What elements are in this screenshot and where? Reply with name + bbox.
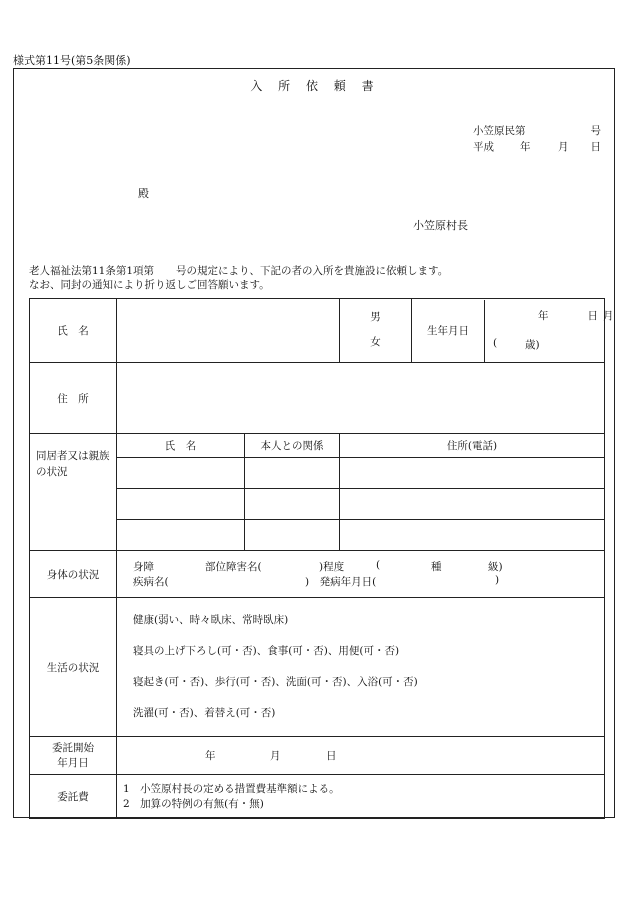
physical-field[interactable] [117,551,605,598]
cohabitant-relation-field[interactable] [245,458,340,489]
doc-number-prefix: 小笠原民第 [473,125,526,137]
document-date [473,139,601,154]
doc-number-suffix: 号 [590,125,601,137]
date-year: 年 [520,141,531,153]
physical-disability: 身障 [133,561,154,573]
age-close: 歳) [525,338,540,351]
cohabitant-relation-field[interactable] [245,520,340,551]
life-line: 洗濯(可・否)、着替え(可・否) [133,707,276,719]
cohabitant-address-field[interactable] [340,489,605,520]
cohabitant-header-row [30,434,605,458]
birth-year: 年 [538,309,549,322]
physical-degree: )程度 [319,561,345,573]
name-field[interactable] [117,299,340,363]
fee-row [30,775,605,819]
address-field[interactable] [117,363,605,434]
physical-grade-close: 級) [488,561,503,573]
fee-field[interactable] [117,775,605,819]
life-field[interactable] [117,598,605,737]
cohabitant-header-name: 氏 名 [117,434,245,458]
fee-line: 1 小笠原村長の定める措置費基準額による。 [123,782,340,795]
addressee-suffix: 殿 [138,187,149,200]
physical-label: 身体の状況 [30,551,117,598]
date-era: 平成 [473,141,494,153]
physical-disease: 疾病名( [133,576,169,588]
consign-day: 日 [326,750,337,762]
form-number: 様式第11号(第5条関係) [13,54,131,67]
birth-day: 日 [587,309,599,322]
application-table [29,298,614,819]
cohabitant-row [30,458,605,489]
intro-line-2: なお、同封の通知により折り返しご回答願います。 [29,279,270,291]
page-title: 入 所 依 頼 書 [250,79,380,93]
birth-label: 生年月日 [412,300,485,362]
sender-name: 小笠原村長 [413,219,468,232]
birth-date-field[interactable] [485,300,614,362]
consign-year: 年 [205,750,216,762]
document-number [473,123,601,138]
fee-line: 2 加算の特例の有無(有・無) [123,797,264,810]
cohabitant-name-field[interactable] [117,458,245,489]
consign-start-label-2: 年月日 [57,756,89,769]
physical-part-name: 部位障害名( [205,561,262,573]
physical-row [30,551,605,598]
cohabitant-row [30,520,605,551]
consign-start-label-1: 委託開始 [52,741,94,754]
name-label: 氏 名 [30,299,117,363]
consign-start-field[interactable] [117,737,605,775]
cohabitant-header-address: 住所(電話) [340,434,605,458]
date-day: 日 [590,141,601,153]
intro-line-1-b: 号の規定により、下記の者の入所を貴施設に依頼します。 [176,265,449,277]
gender-female: 女 [370,336,381,348]
life-label: 生活の状況 [30,598,117,737]
name-row [30,299,605,363]
cohabitant-row [30,489,605,520]
gender-cell[interactable] [340,299,412,363]
cohabitant-relation-field[interactable] [245,489,340,520]
intro-line-1-a: 老人福祉法第11条第1項第 [29,265,155,277]
intro-line-1 [29,263,448,278]
physical-onset-close: ) [495,574,500,586]
consign-start-label [30,737,117,775]
date-month: 月 [558,141,569,153]
fee-label: 委託費 [30,775,117,819]
physical-grade-open: ( [376,559,381,571]
cohabitant-address-field[interactable] [340,458,605,489]
cohabitant-label: 同居者又は親族の状況 [30,434,117,551]
life-line: 寝具の上げ下ろし(可・否)、食事(可・否)、用便(可・否) [133,645,400,657]
physical-onset: ) 発病年月日( [305,576,377,588]
birth-month: 月 [603,309,614,322]
life-line: 寝起き(可・否)、歩行(可・否)、洗面(可・否)、入浴(可・否) [133,676,418,688]
cohabitant-header-relation: 本人との関係 [245,434,340,458]
age-open: ( [493,336,498,349]
gender-male: 男 [370,311,381,323]
address-row [30,363,605,434]
consign-month: 月 [270,750,281,762]
address-label: 住 所 [30,363,117,434]
cohabitant-name-field[interactable] [117,489,245,520]
life-row [30,598,605,737]
physical-grade-kind: 種 [431,561,442,573]
consign-start-row [30,737,605,775]
life-line: 健康(弱い、時々臥床、常時臥床) [133,614,289,626]
cohabitant-address-field[interactable] [340,520,605,551]
cohabitant-name-field[interactable] [117,520,245,551]
birth-and-age-cell[interactable] [412,299,614,363]
